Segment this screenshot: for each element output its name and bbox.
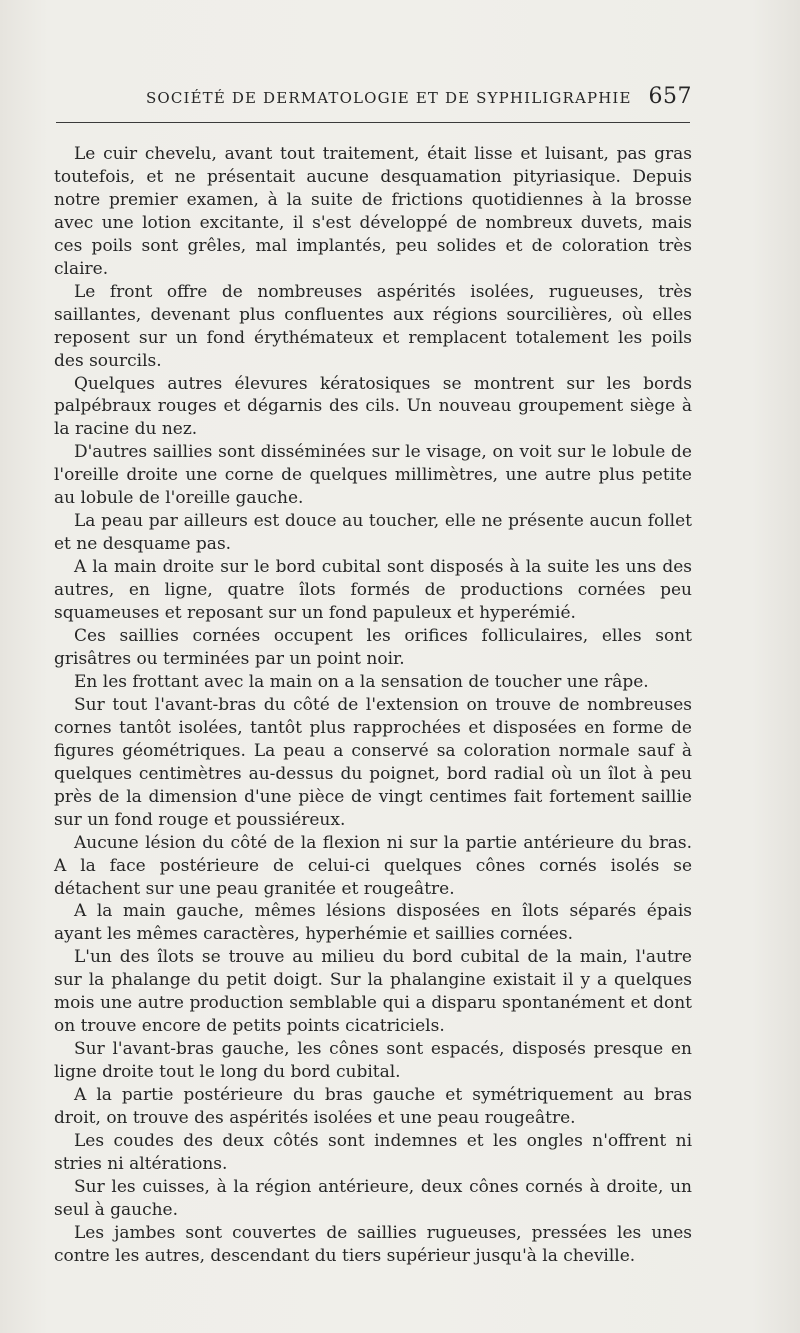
paragraph: A la main gauche, mêmes lésions disposées en îlots séparés épais ayant les mêmes caractères, hyperhémie et saillies cornées.: [54, 901, 692, 945]
page-number: 657: [648, 84, 692, 109]
paragraph: Les jambes sont couvertes de saillies rugueuses, pressées les unes contre les autres, descendant du tiers supérieur jusqu'à la cheville.: [54, 1222, 692, 1266]
paragraph: En les frottant avec la main on a la sensation de toucher une râpe.: [74, 671, 649, 692]
paragraph: A la main droite sur le bord cubital sont disposés à la suite les uns des autres, en ligne, quatre îlots formés de productions cornées peu squameuses et reposant sur un fond papuleux et hyperémié.: [54, 557, 692, 624]
paragraph: Sur les cuisses, à la région antérieure, deux cônes cornés à droite, un seul à gauche.: [54, 1176, 692, 1220]
paragraph: La peau par ailleurs est douce au toucher, elle ne présente aucun follet et ne desquame pas.: [54, 511, 692, 555]
paragraph: Sur l'avant-bras gauche, les cônes sont espacés, disposés presque en ligne droite tout le long du bord cubital.: [54, 1039, 692, 1083]
paragraph: Ces saillies cornées occupent les orifices folliculaires, elles sont grisâtres ou terminées par un point noir.: [54, 626, 692, 669]
paragraph: Sur tout l'avant-bras du côté de l'extension on trouve de nombreuses cornes tantôt isolées, tantôt plus rapprochées et disposées en forme de figures géométriques. La peau a conservé sa coloration normale sauf à quelques centimètres au-dessus du poignet, bord radial où un îlot à peu près de la dimension d'une pièce de vingt centimes fait fortement saillie sur un fond rouge et poussiéreux.: [54, 694, 692, 830]
paragraph: Les coudes des deux côtés sont indemnes et les ongles n'offrent ni stries ni altérations.: [54, 1130, 692, 1174]
page-header: [56, 84, 692, 114]
paragraph: D'autres saillies sont disséminées sur le visage, on voit sur le lobule de l'oreille droite une corne de quelques millimètres, une autre plus petite au lobule de l'oreille gauche.: [54, 442, 692, 509]
paragraph: Quelques autres élevures kératosiques se montrent sur les bords palpébraux rouges et dégarnis des cils. Un nouveau groupement siège à la racine du nez.: [54, 373, 692, 440]
header-rule: [56, 122, 690, 123]
paragraph: Le cuir chevelu, avant tout traitement, était lisse et luisant, pas gras toutefois, et ne présentait aucune desquamation pityriasique. Depuis notre premier examen, à la suite de frictions quotidiennes à la brosse avec une lotion excitante, il s'est développé de nombreux duvets, mais ces poils sont grêles, mal implantés, peu solides et de coloration très claire.: [54, 144, 692, 279]
paragraph: A la partie postérieure du bras gauche et symétriquement au bras droit, on trouve des aspérités isolées et une peau rougeâtre.: [54, 1085, 692, 1129]
paragraph: Aucune lésion du côté de la flexion ni sur la partie antérieure du bras. A la face postérieure de celui-ci quelques cônes cornés isolés se détachent sur une peau granitée et rougeâtre.: [54, 832, 692, 899]
paragraph: Le front offre de nombreuses aspérités isolées, rugueuses, très saillantes, devenant plus confluentes aux régions sourcilières, où elles reposent sur un fond érythémateux et remplacent totalement les poils des sourcils.: [54, 281, 692, 371]
running-title: SOCIÉTÉ DE DERMATOLOGIE ET DE SYPHILIGRAPHIE: [146, 89, 632, 107]
paragraph: L'un des îlots se trouve au milieu du bord cubital de la main, l'autre sur la phalange du petit doigt. Sur la phalangine existait il y a quelques mois une autre production semblable qui a disparu spontanément et dont on trouve encore de petits points cicatriciels.: [54, 947, 692, 1037]
body-text: [54, 143, 692, 1268]
